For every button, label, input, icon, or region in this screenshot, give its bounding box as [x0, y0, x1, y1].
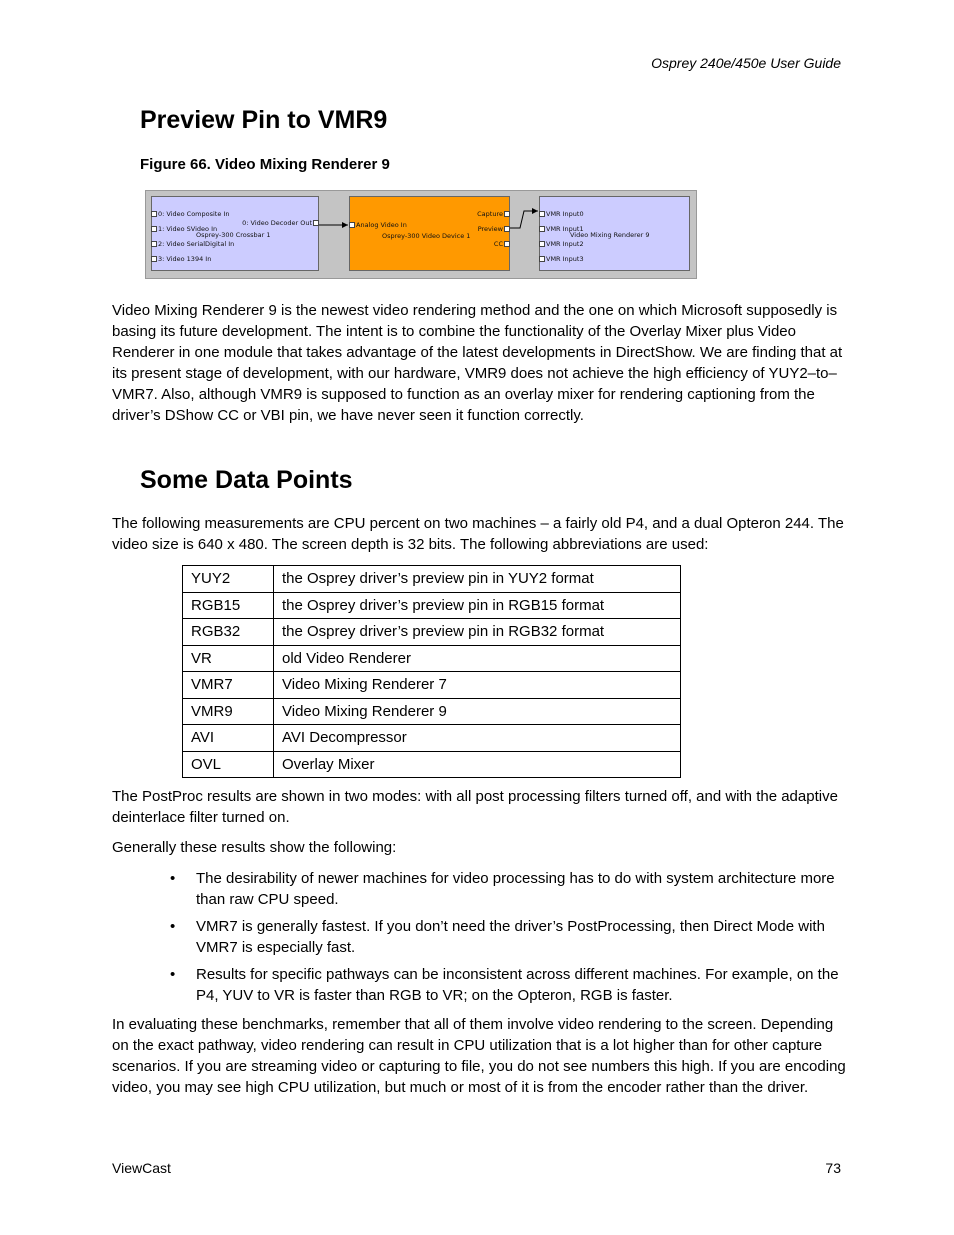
device-filter-name: Osprey-300 Video Device 1	[382, 232, 471, 240]
device-input-pin[interactable]: Analog Video In	[356, 221, 407, 229]
bullet-icon: •	[170, 870, 176, 887]
list-item	[168, 964, 848, 1006]
abbr-desc: Video Mixing Renderer 7	[274, 672, 681, 699]
crossbar-input-pin[interactable]: 1: Video SVideo In	[158, 225, 218, 233]
device-output-pin[interactable]: Capture	[477, 210, 503, 218]
abbr-key: OVL	[183, 751, 274, 778]
crossbar-output-pin[interactable]: 0: Video Decoder Out	[242, 219, 312, 227]
table-row	[183, 619, 681, 646]
vmr9-filter-name: Video Mixing Renderer 9	[570, 231, 650, 239]
list-item-text: Results for specific pathways can be inconsistent across different machines. For example, on the P4, YUV to VR is faster than RGB to VR; on the Opteron, RGB is faster.	[196, 966, 839, 1004]
crossbar-filter[interactable]	[151, 196, 319, 271]
abbr-desc: the Osprey driver’s preview pin in YUY2 format	[274, 566, 681, 593]
table-row	[183, 725, 681, 752]
page-number: 73	[825, 1160, 841, 1176]
table-row	[183, 698, 681, 725]
video-device-filter[interactable]	[349, 196, 510, 271]
vmr-input-pin[interactable]: VMR Input0	[546, 210, 584, 218]
running-header: Osprey 240e/450e User Guide	[651, 55, 841, 71]
device-output-pin[interactable]: CC	[493, 240, 503, 248]
abbr-key: YUY2	[183, 566, 274, 593]
vmr-input-pin[interactable]: VMR Input2	[546, 240, 584, 248]
paragraph-evaluating: In evaluating these benchmarks, remember that all of them involve video rendering to the screen. Depending on the exact pathway, video rendering can result in CPU utilization that is a lot higher than for other capture scenarios. If you are streaming video or capturing to file, you do not see numbers this high. If you are encoding video, you may see high CPU utilization, but much or most of it is from the encoder rather than the driver.	[112, 1016, 846, 1096]
paragraph-generally: Generally these results show the following:	[112, 839, 397, 856]
abbr-desc: Overlay Mixer	[274, 751, 681, 778]
abbr-desc: old Video Renderer	[274, 645, 681, 672]
table-row	[183, 672, 681, 699]
list-item	[168, 916, 848, 958]
table-row	[183, 645, 681, 672]
crossbar-input-pin[interactable]: 0: Video Composite In	[158, 210, 230, 218]
vmr-input-pin[interactable]: VMR Input3	[546, 255, 584, 263]
device-output-pin[interactable]: Preview	[477, 225, 503, 233]
abbreviations-table	[182, 565, 681, 778]
abbr-key: AVI	[183, 725, 274, 752]
abbr-desc: the Osprey driver’s preview pin in RGB15 format	[274, 592, 681, 619]
abbr-desc: Video Mixing Renderer 9	[274, 698, 681, 725]
crossbar-input-pin[interactable]: 2: Video SerialDigital In	[158, 240, 235, 248]
abbr-key: RGB32	[183, 619, 274, 646]
connector-device-renderer	[510, 211, 538, 228]
abbr-key: RGB15	[183, 592, 274, 619]
paragraph-vmr9-intro: Video Mixing Renderer 9 is the newest video rendering method and the one on which Microsoft supposedly is basing its future development. The intent is to combine the functionality of the Overlay Mixer plus Video Renderer in one module that takes advantage of the latest developments in DirectShow. We are finding that at its present stage of development, with our hardware, VMR9 does not achieve the high efficiency of YUY2–to–VMR7. Also, although VMR9 is supposed to function as an overlay mixer for rendering captioning from the driver’s DShow CC or VBI pin, we have never seen it function correctly.	[112, 302, 843, 424]
bullet-icon: •	[170, 966, 176, 983]
crossbar-filter-name: Osprey-300 Crossbar 1	[196, 231, 271, 239]
filter-graph-figure	[145, 190, 697, 279]
abbr-key: VMR7	[183, 672, 274, 699]
table-row	[183, 592, 681, 619]
table-row	[183, 566, 681, 593]
vmr9-filter[interactable]	[539, 196, 690, 271]
section-heading-data-points: Some Data Points	[140, 466, 353, 494]
list-item-text: VMR7 is generally fastest. If you don’t need the driver’s PostProcessing, then Direct Mode with VMR7 is especially fast.	[196, 918, 825, 956]
crossbar-input-pin[interactable]: 3: Video 1394 In	[158, 255, 212, 263]
connector-arrowhead	[342, 222, 348, 228]
list-item	[168, 868, 848, 910]
list-item-text: The desirability of newer machines for video processing has to do with system architecture more than raw CPU speed.	[196, 870, 835, 908]
abbr-desc: AVI Decompressor	[274, 725, 681, 752]
bullet-icon: •	[170, 918, 176, 935]
abbr-key: VMR9	[183, 698, 274, 725]
paragraph-measurements: The following measurements are CPU percent on two machines – a fairly old P4, and a dual Opteron 244. The video size is 640 x 480. The screen depth is 32 bits. The following abbreviations are used:	[112, 515, 844, 553]
connector-arrowhead	[532, 208, 538, 214]
footer-company: ViewCast	[112, 1160, 171, 1176]
paragraph-postproc: The PostProc results are shown in two modes: with all post processing filters turned off, and with the adaptive deinterlace filter turned on.	[112, 788, 838, 826]
abbr-key: VR	[183, 645, 274, 672]
figure-caption: Figure 66. Video Mixing Renderer 9	[140, 156, 390, 173]
findings-list	[168, 868, 848, 1012]
abbr-desc: the Osprey driver’s preview pin in RGB32 format	[274, 619, 681, 646]
table-row	[183, 751, 681, 778]
vmr-input-pin[interactable]: VMR Input1	[546, 225, 584, 233]
section-heading-preview-pin: Preview Pin to VMR9	[140, 106, 388, 134]
